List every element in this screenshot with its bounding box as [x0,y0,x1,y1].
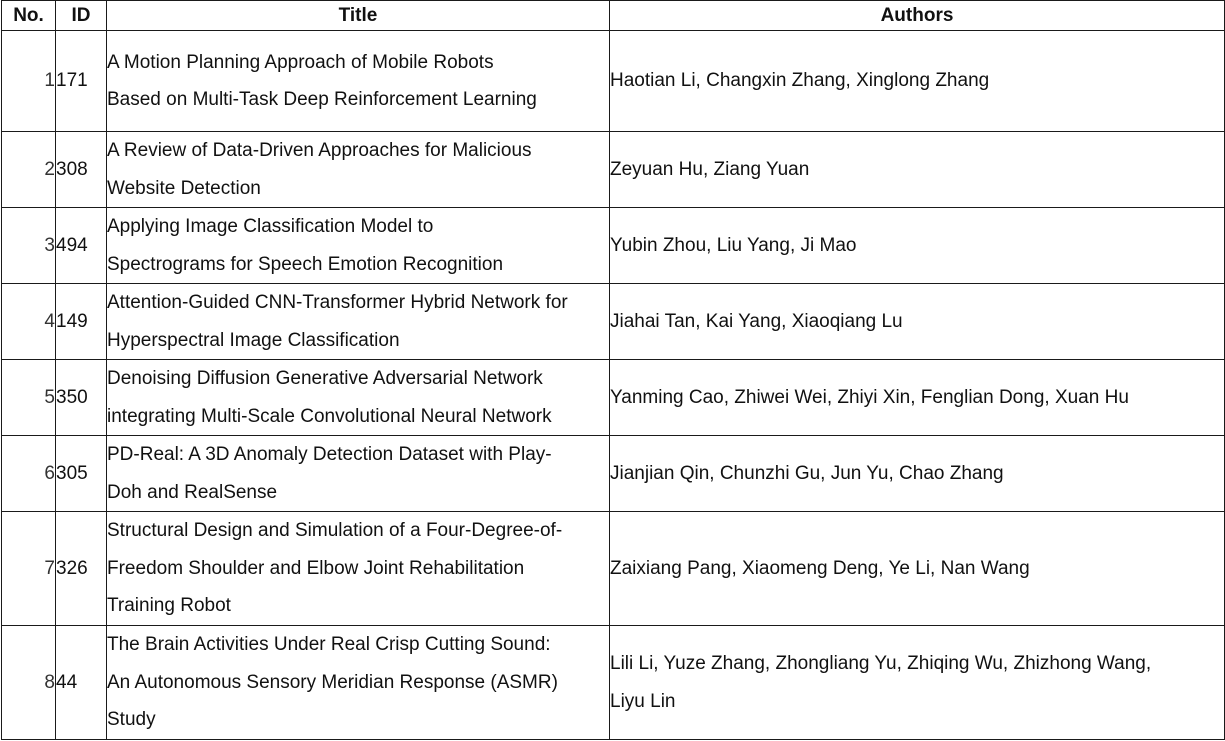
authors-line: Zeyuan Hu, Ziang Yuan [610,158,810,180]
cell-no: 7 [2,512,56,626]
cell-authors [610,284,1225,360]
cell-no: 3 [2,208,56,284]
title-line: Spectrograms for Speech Emotion Recognition [107,253,504,275]
table-row [2,360,1225,436]
cell-title [107,31,610,132]
cell-id: 305 [56,436,107,512]
cell-authors [610,512,1225,626]
header-id: ID [56,1,107,31]
cell-id: 149 [56,284,107,360]
cell-id: 350 [56,360,107,436]
cell-no: 8 [2,626,56,740]
cell-no: 5 [2,360,56,436]
cell-title [107,512,610,626]
title-line: Hyperspectral Image Classification [107,329,400,351]
table-row [2,132,1225,208]
authors-line: Jiahai Tan, Kai Yang, Xiaoqiang Lu [610,310,903,332]
authors-line: Zaixiang Pang, Xiaomeng Deng, Ye Li, Nan Wang [610,557,1030,579]
cell-title [107,436,610,512]
title-line: Freedom Shoulder and Elbow Joint Rehabilitation [107,557,525,579]
cell-no: 4 [2,284,56,360]
header-row [2,1,1225,31]
cell-title [107,284,610,360]
title-line: A Review of Data-Driven Approaches for Malicious [107,140,532,161]
title-line: Based on Multi-Task Deep Reinforcement Learning [107,89,537,110]
table-row [2,31,1225,132]
table-header [2,1,1225,31]
papers-table [1,0,1225,740]
title-line: integrating Multi-Scale Convolutional Neural Network [107,405,552,427]
table-row [2,284,1225,360]
title-line: Structural Design and Simulation of a Four-Degree-of- [107,520,563,542]
authors-line: Liyu Lin [610,690,676,712]
header-authors: Authors [610,1,1225,31]
cell-id: 494 [56,208,107,284]
cell-authors [610,360,1225,436]
authors-line: Jianjian Qin, Chunzhi Gu, Jun Yu, Chao Zhang [610,462,1004,484]
table-row [2,626,1225,740]
table-row [2,512,1225,626]
table-row [2,436,1225,512]
header-no: No. [2,1,56,31]
header-title: Title [107,1,610,31]
cell-title [107,626,610,740]
cell-id: 308 [56,132,107,208]
cell-title [107,132,610,208]
title-line: Denoising Diffusion Generative Adversarial Network [107,368,543,389]
cell-authors [610,31,1225,132]
cell-id: 326 [56,512,107,626]
cell-no: 1 [2,31,56,132]
title-line: Website Detection [107,177,261,199]
authors-line: Yanming Cao, Zhiwei Wei, Zhiyi Xin, Fenglian Dong, Xuan Hu [610,386,1129,408]
title-line: PD-Real: A 3D Anomaly Detection Dataset with Play- [107,444,552,465]
title-line: Doh and RealSense [107,481,278,503]
cell-authors [610,436,1225,512]
table-row [2,208,1225,284]
authors-line: Lili Li, Yuze Zhang, Zhongliang Yu, Zhiqing Wu, Zhizhong Wang, [610,653,1152,674]
title-line: An Autonomous Sensory Meridian Response (ASMR) [107,671,558,693]
title-line: Attention-Guided CNN-Transformer Hybrid Network for [107,292,568,313]
title-line: Study [107,709,156,731]
title-line: Training Robot [107,595,231,617]
cell-authors [610,626,1225,740]
title-line: The Brain Activities Under Real Crisp Cutting Sound: [107,634,551,656]
cell-authors [610,132,1225,208]
authors-line: Haotian Li, Changxin Zhang, Xinglong Zhang [610,70,990,92]
table-body [2,31,1225,740]
title-line: Applying Image Classification Model to [107,216,434,237]
cell-authors [610,208,1225,284]
cell-title [107,208,610,284]
authors-line: Yubin Zhou, Liu Yang, Ji Mao [610,234,857,256]
cell-title [107,360,610,436]
cell-no: 2 [2,132,56,208]
cell-id: 44 [56,626,107,740]
cell-id: 171 [56,31,107,132]
title-line: A Motion Planning Approach of Mobile Robots [107,51,494,73]
cell-no: 6 [2,436,56,512]
